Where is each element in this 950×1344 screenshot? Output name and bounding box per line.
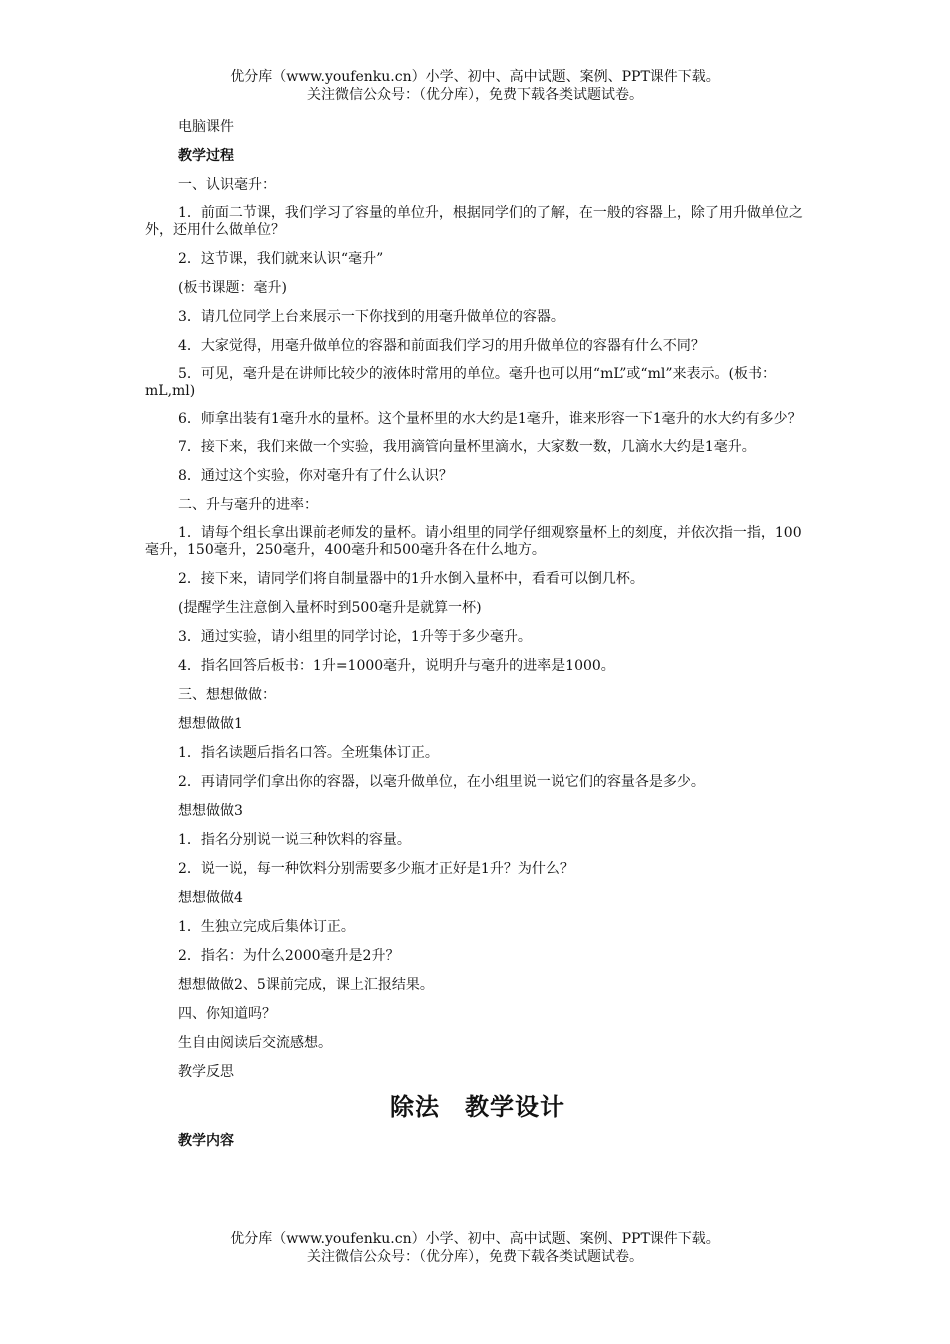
paragraph: 1．指名读题后指名口答。全班集体订正。	[178, 745, 439, 761]
paragraph: 2．这节课，我们就来认识“毫升”	[178, 251, 384, 267]
paragraph: 7．接下来，我们来做一个实验，我用滴管向量杯里滴水，大家数一数，几滴水大约是1毫升。	[178, 439, 756, 455]
paragraph: 想想做做2、5课前完成，课上汇报结果。	[178, 977, 434, 993]
paragraph: 2．说一说，每一种饮料分别需要多少瓶才正好是1升？为什么？	[178, 861, 574, 877]
paragraph: 8．通过这个实验，你对毫升有了什么认识？	[178, 468, 453, 484]
section-heading-process: 教学过程	[178, 148, 234, 164]
paragraph: (板书课题：毫升)	[178, 280, 287, 296]
paragraph: 2．接下来，请同学们将自制量器中的1升水倒入量杯中，看看可以倒几杯。	[178, 571, 644, 587]
paragraph: 1．前面二节课，我们学习了容量的单位升，根据同学们的了解，在一般的容器上，除了用升做单位之外，还用什么做单位？	[145, 205, 803, 238]
footer-line-2: 关注微信公众号：（优分库），免费下载各类试题试卷。	[307, 1249, 643, 1265]
paragraph: 4．大家觉得，用毫升做单位的容器和前面我们学习的用升做单位的容器有什么不同？	[178, 338, 705, 354]
paragraph: 5．可见，毫升是在讲师比较少的液体时常用的单位。毫升也可以用“mL”或“ml”来表示。(板书：mL,ml)	[145, 366, 776, 399]
paragraph: 电脑课件	[178, 119, 234, 135]
page-footer	[0, 1230, 950, 1266]
page-header	[0, 68, 950, 104]
paragraph: 6．师拿出装有1毫升水的量杯。这个量杯里的水大约是1毫升，谁来形容一下1毫升的水大约有多少？	[178, 411, 802, 427]
paragraph: 想想做做3	[178, 803, 243, 819]
paragraph: 三、想想做做：	[178, 687, 276, 703]
paragraph: 想想做做4	[178, 890, 243, 906]
paragraph: 4．指名回答后板书：1升=1000毫升，说明升与毫升的进率是1000。	[178, 658, 615, 674]
paragraph: 想想做做1	[178, 716, 243, 732]
paragraph: (提醒学生注意倒入量杯时到500毫升是就算一杯)	[178, 600, 482, 616]
paragraph: 生自由阅读后交流感想。	[178, 1035, 332, 1051]
header-line-2: 关注微信公众号：（优分库），免费下载各类试题试卷。	[307, 87, 643, 103]
paragraph: 2．指名：为什么2000毫升是2升？	[178, 948, 400, 964]
paragraph: 3．请几位同学上台来展示一下你找到的用毫升做单位的容器。	[178, 309, 565, 325]
section-heading-content: 教学内容	[178, 1133, 234, 1149]
paragraph: 3．通过实验，请小组里的同学讨论，1升等于多少毫升。	[178, 629, 532, 645]
paragraph: 一、认识毫升：	[178, 177, 276, 193]
paragraph: 1．生独立完成后集体订正。	[178, 919, 355, 935]
paragraph: 教学反思	[178, 1064, 234, 1080]
paragraph: 二、升与毫升的进率：	[178, 497, 318, 513]
paragraph: 2．再请同学们拿出你的容器，以毫升做单位，在小组里说一说它们的容量各是多少。	[178, 774, 705, 790]
header-line-1: 优分库（www.youfenku.cn）小学、初中、高中试题、案例、PPT课件下载。	[230, 69, 720, 85]
paragraph: 1．指名分别说一说三种饮料的容量。	[178, 832, 411, 848]
footer-line-1: 优分库（www.youfenku.cn）小学、初中、高中试题、案例、PPT课件下载。	[230, 1231, 720, 1247]
document-body	[145, 118, 810, 1161]
paragraph: 四、你知道吗？	[178, 1006, 276, 1022]
section-title: 除法 教学设计	[390, 1092, 565, 1121]
paragraph: 1．请每个组长拿出课前老师发的量杯。请小组里的同学仔细观察量杯上的刻度，并依次指一指，100毫升，150毫升，250毫升，400毫升和500毫升各在什么地方。	[145, 525, 802, 558]
